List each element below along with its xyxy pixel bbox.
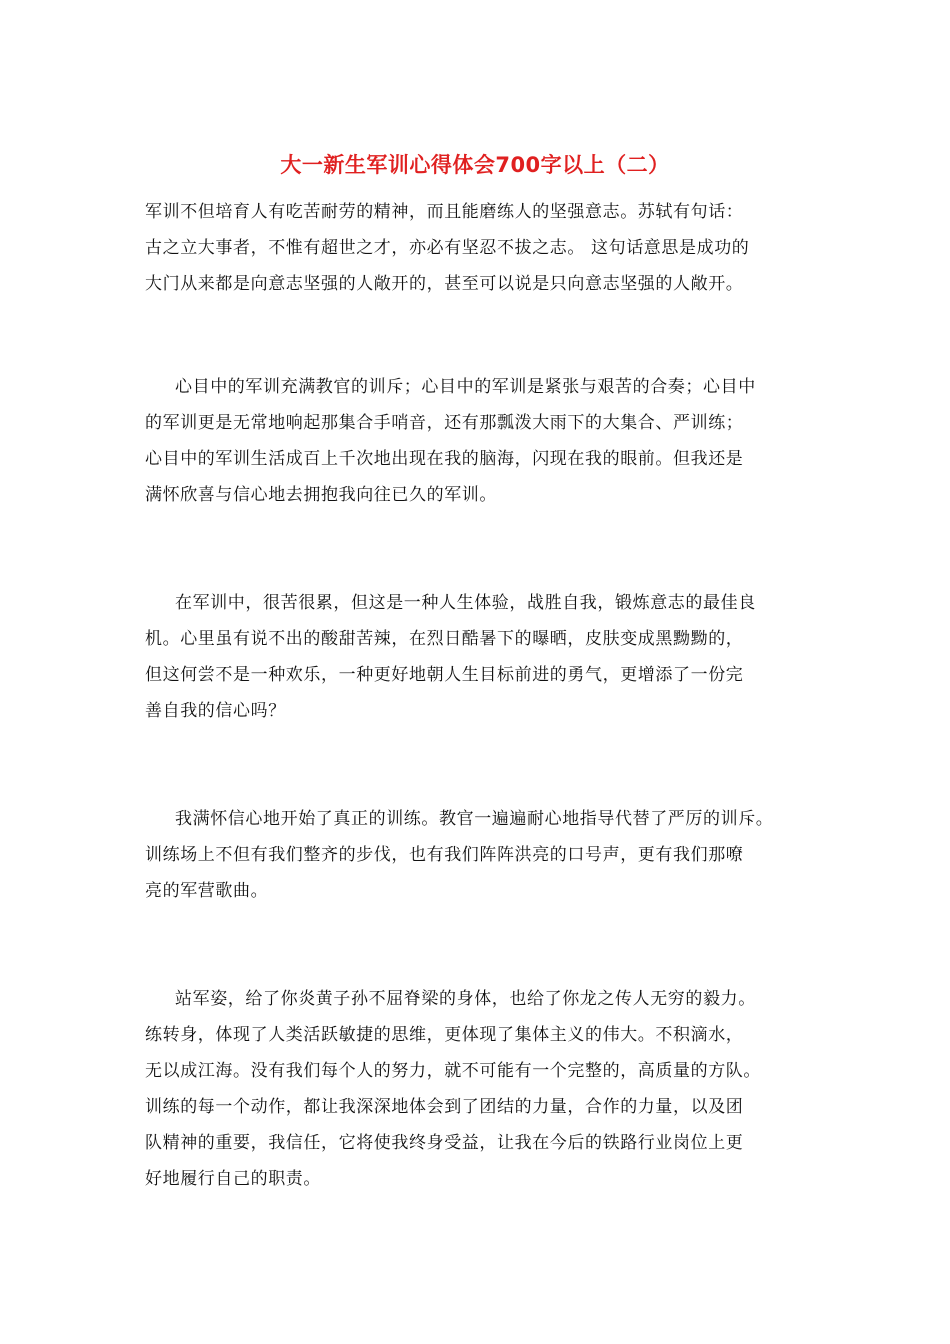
paragraph-line: 善自我的信心吗？ [145, 701, 286, 721]
paragraph-line: 无以成江海。没有我们每个人的努力，就不可能有一个完整的，高质量的方队。 [145, 1061, 761, 1081]
paragraph-line: 军训不但培育人有吃苦耐劳的精神，而且能磨练人的坚强意志。苏轼有句话： [145, 202, 744, 222]
paragraph-line: 心目中的军训充满教官的训斥；心目中的军训是紧张与艰苦的合奏；心目中 [175, 377, 756, 397]
document-title: 大一新生军训心得体会700字以上（二） [280, 153, 670, 177]
paragraph-line: 满怀欣喜与信心地去拥抱我向往已久的军训。 [145, 485, 497, 505]
paragraph-line: 机。心里虽有说不出的酸甜苦辣，在烈日酷暑下的曝晒，皮肤变成黑黝黝的， [145, 629, 744, 649]
paragraph-line: 我满怀信心地开始了真正的训练。教官一遍遍耐心地指导代替了严厉的训斥。 [175, 809, 774, 829]
paragraph-line: 亮的军营歌曲。 [145, 881, 269, 901]
paragraph-line: 但这何尝不是一种欢乐，一种更好地朝人生目标前进的勇气，更增添了一份完 [145, 665, 744, 685]
paragraph-line: 古之立大事者，不惟有超世之才，亦必有坚忍不拔之志。 这句话意思是成功的 [145, 238, 750, 258]
paragraph-line: 队精神的重要，我信任，它将使我终身受益，让我在今后的铁路行业岗位上更 [145, 1133, 744, 1153]
paragraph-3 [145, 585, 825, 729]
paragraph-line: 练转身，体现了人类活跃敏捷的思维，更体现了集体主义的伟大。不积滴水， [145, 1025, 744, 1045]
paragraph-1 [145, 194, 825, 302]
paragraph-line: 训练场上不但有我们整齐的步伐，也有我们阵阵洪亮的口号声，更有我们那嘹 [145, 845, 744, 865]
paragraph-line: 训练的每一个动作，都让我深深地体会到了团结的力量，合作的力量，以及团 [145, 1097, 744, 1117]
paragraph-line: 心目中的军训生活成百上千次地出现在我的脑海，闪现在我的眼前。但我还是 [145, 449, 744, 469]
paragraph-4 [145, 801, 825, 909]
paragraph-line: 好地履行自己的职责。 [145, 1169, 321, 1189]
paragraph-line: 的军训更是无常地响起那集合手哨音，还有那瓢泼大雨下的大集合、严训练； [145, 413, 744, 433]
paragraph-5 [145, 981, 825, 1197]
paragraph-2 [145, 369, 825, 513]
paragraph-line: 在军训中，很苦很累，但这是一种人生体验，战胜自我，锻炼意志的最佳良 [175, 593, 756, 613]
paragraph-line: 站军姿，给了你炎黄子孙不屈脊梁的身体，也给了你龙之传人无穷的毅力。 [175, 989, 756, 1009]
paragraph-line: 大门从来都是向意志坚强的人敞开的，甚至可以说是只向意志坚强的人敞开。 [145, 274, 744, 294]
